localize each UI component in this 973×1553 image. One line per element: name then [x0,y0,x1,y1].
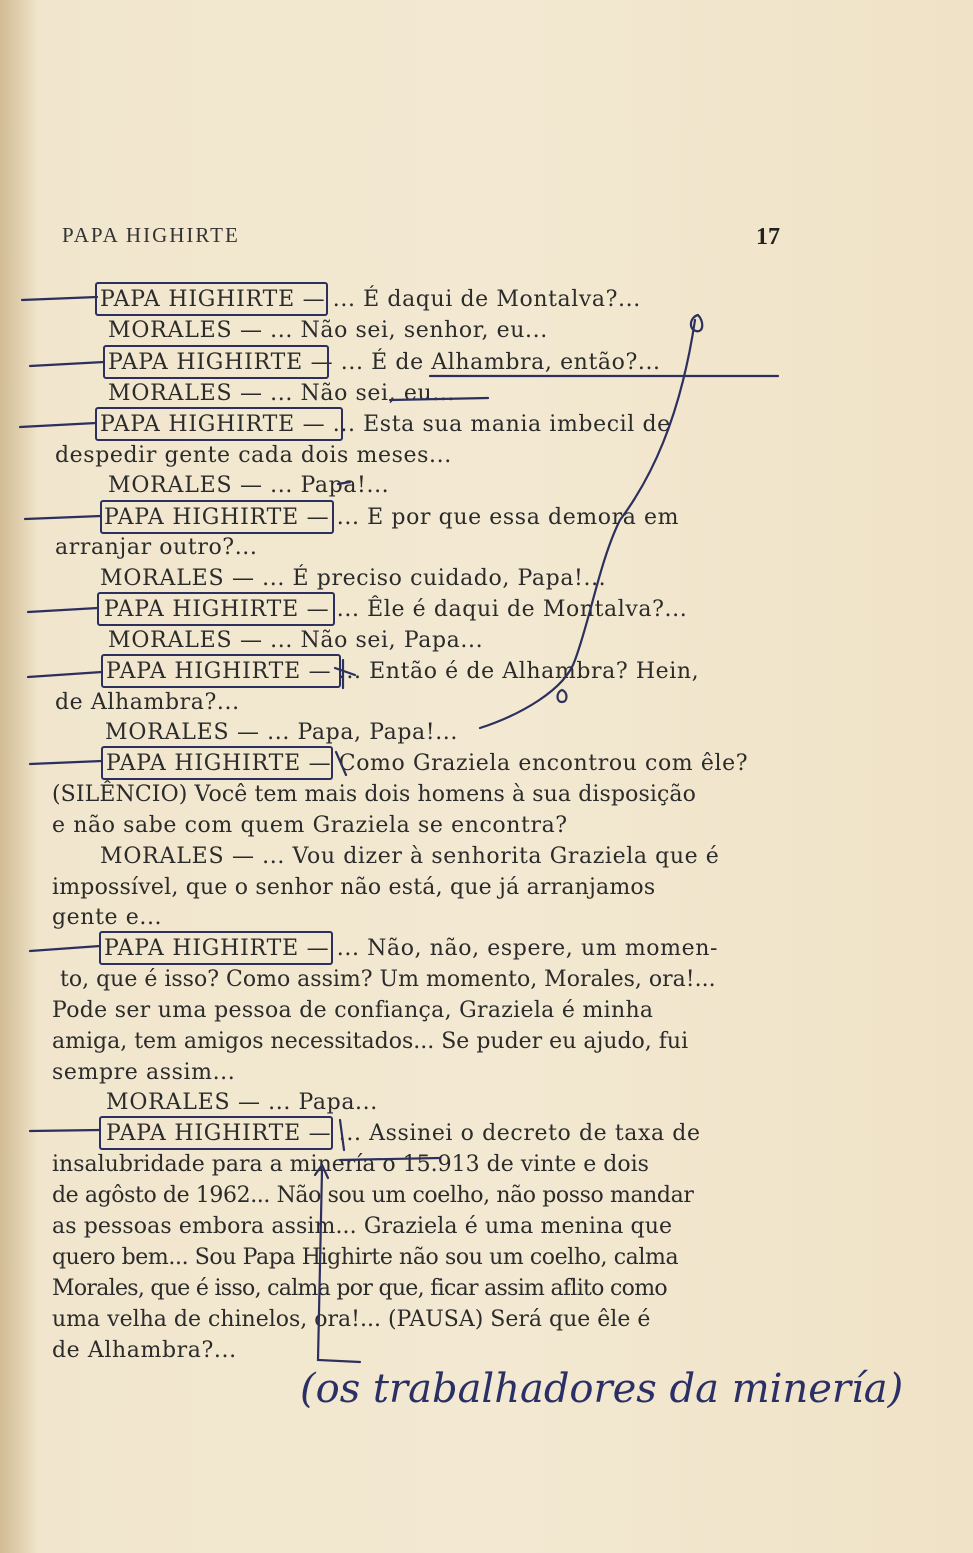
line-text: — ... Papa!... [239,473,390,498]
margin-stroke [30,1130,100,1131]
speaker-name: PAPA HIGHIRTE [100,287,295,312]
running-header: PAPA HIGHIRTE [62,223,240,247]
speaker-name: MORALES [108,473,233,498]
line-text: Pode ser uma pessoa de confiança, Graziela é minha [52,998,654,1023]
line-text: — ... Papa... [237,1090,378,1115]
speaker-name: MORALES [105,720,230,745]
line-text: — ... Assinei o decreto de taxa de [308,1121,701,1146]
line-text: Morales, que é isso, calma por que, ficar assim aflito como [52,1276,667,1301]
line-text: uma velha de chinelos, ora!... (PAUSA) Será que êle é [52,1307,651,1332]
line-text: — ... Papa, Papa!... [236,720,458,745]
line-text: — ... Vou dizer à senhorita Graziela que é [231,844,720,869]
margin-stroke [30,362,104,366]
line-text: amiga, tem amigos necessitados... Se puder eu ajudo, fui [52,1029,689,1054]
line-text: — Como Graziela encontrou com êle? [308,751,749,776]
speaker-name: PAPA HIGHIRTE [104,505,299,530]
line-text: quero bem... Sou Papa Highirte não sou um coelho, calma [52,1245,679,1270]
margin-stroke [30,761,102,764]
speaker-name: PAPA HIGHIRTE [104,936,299,961]
line-text: — ... Esta sua mania imbecil de [302,412,671,437]
speaker-name: PAPA HIGHIRTE [108,350,303,375]
line-text: — ... Não, não, espere, um momen- [306,936,719,961]
line-text: — ... Então é de Alhambra? Hein, [308,659,700,684]
page-number: 17 [756,224,780,250]
line-text: e não sabe com quem Graziela se encontra? [52,813,568,838]
line-text: impossível, que o senhor não está, que já arranjamos [52,875,656,900]
line-text: — ... Não sei, Papa... [239,628,484,653]
speaker-name: PAPA HIGHIRTE [106,751,301,776]
speaker-name: MORALES [100,844,225,869]
line-text: — ... Não sei, senhor, eu... [239,318,548,343]
line-text: — ... Não sei, eu... [239,381,456,406]
line-text: (SILÊNCIO) Você tem mais dois homens à sua disposição [52,782,696,807]
line-text: — ... É preciso cuidado, Papa!... [231,566,607,591]
line-text: de agôsto de 1962... Não sou um coelho, não posso mandar [52,1183,694,1208]
speaker-name: PAPA HIGHIRTE [106,1121,301,1146]
strikethrough-stroke [340,1158,440,1160]
speaker-name: MORALES [108,628,233,653]
line-text: de Alhambra?... [55,690,240,715]
insertion-line [318,1170,360,1362]
handwritten-note: (os trabalhadores da minería) [300,1366,904,1412]
line-text: arranjar outro?... [55,535,258,560]
line-text: de Alhambra?... [52,1338,237,1363]
speaker-name: PAPA HIGHIRTE [100,412,295,437]
speaker-name: MORALES [100,566,225,591]
speaker-name: MORALES [106,1090,231,1115]
margin-stroke [25,516,101,519]
line-text: — ... É daqui de Montalva?... [302,287,641,312]
line-text: despedir gente cada dois meses... [55,443,452,468]
line-text: — ... Êle é daqui de Montalva?... [306,597,688,622]
line-text: sempre assim... [52,1060,236,1085]
speaker-name: PAPA HIGHIRTE [104,597,299,622]
line-text: gente e... [52,905,163,930]
line-text: insalubridade para a minería o 15.913 de vinte e dois [52,1152,649,1177]
line-text: to, que é isso? Como assim? Um momento, Morales, ora!... [60,967,716,992]
margin-stroke [22,297,97,300]
margin-stroke [28,672,102,677]
line-text: — ... É de Alhambra, então?... [310,350,661,375]
speaker-name: MORALES [108,381,233,406]
speaker-name: MORALES [108,318,233,343]
speaker-name: PAPA HIGHIRTE [106,659,301,684]
margin-stroke [20,423,96,427]
line-text: as pessoas embora assim... Graziela é uma menina que [52,1214,673,1239]
margin-stroke [30,946,100,951]
margin-stroke [28,608,98,612]
line-text: — ... E por que essa demora em [306,505,680,530]
connector-line [480,320,695,728]
